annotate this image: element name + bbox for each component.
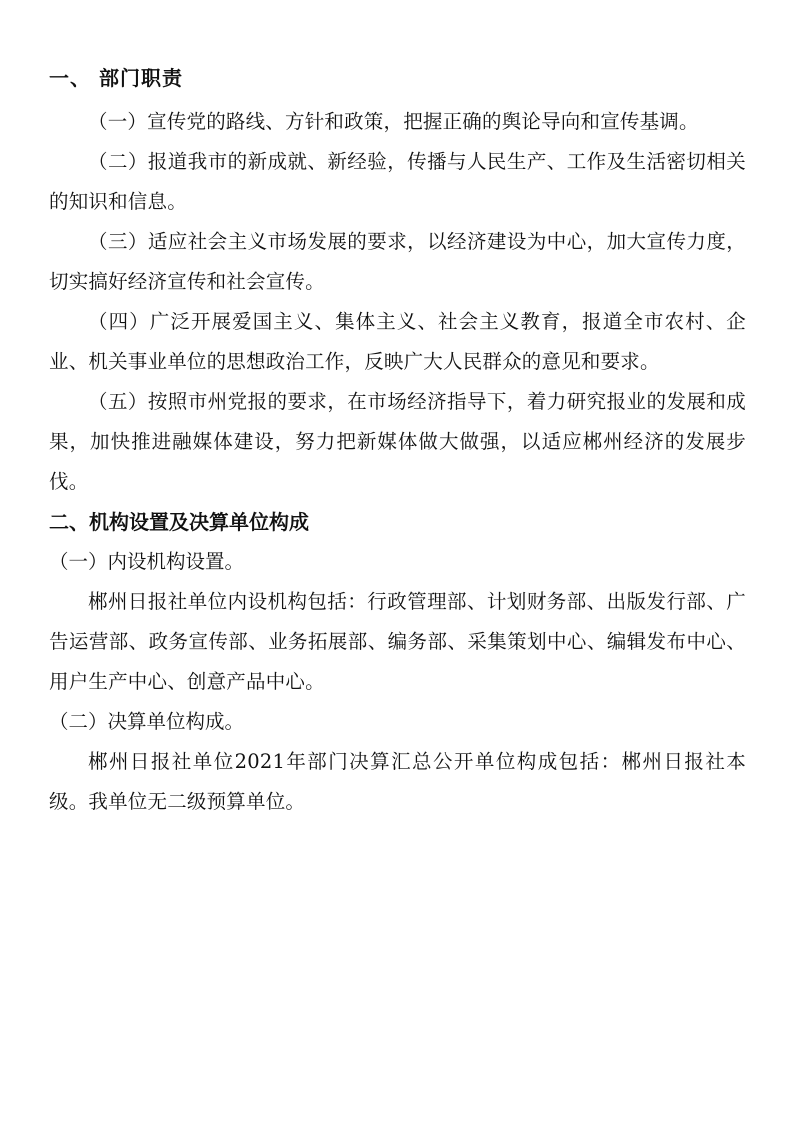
duty-item-2: （二）报道我市的新成就、新经验，传播与人民生产、工作及生活密切相关的知识和信息。	[49, 150, 746, 213]
document-page	[49, 52, 746, 822]
section-heading-structure: 二、机构设置及决算单位构成	[49, 510, 309, 534]
subsection-title-internal: （一）内设机构设置。	[49, 550, 245, 573]
duty-item-3: （三）适应社会主义市场发展的要求，以经济建设为中心，加大宣传力度，切实搞好经济宣传和社会宣传。	[49, 230, 746, 293]
composition-text: 郴州日报社单位2021年部门决算汇总公开单位构成包括：郴州日报社本级。我单位无二级预算单位。	[49, 750, 746, 813]
duty-item-1: （一）宣传党的路线、方针和政策，把握正确的舆论导向和宣传基调。	[88, 110, 699, 133]
duty-item-5: （五）按照市州党报的要求，在市场经济指导下，着力研究报业的发展和成果，加快推进融媒体建设，努力把新媒体做大做强，以适应郴州经济的发展步伐。	[49, 390, 746, 493]
section-heading-duties: 一、 部门职责	[49, 66, 183, 90]
internal-structure-text: 郴州日报社单位内设机构包括：行政管理部、计划财务部、出版发行部、广告运营部、政务宣传部、业务拓展部、编务部、采集策划中心、编辑发布中心、用户生产中心、创意产品中心。	[49, 590, 746, 693]
subsection-title-composition: （二）决算单位构成。	[49, 710, 245, 733]
duty-item-4: （四）广泛开展爱国主义、集体主义、社会主义教育，报道全市农村、企业、机关事业单位的思想政治工作，反映广大人民群众的意见和要求。	[49, 310, 746, 373]
